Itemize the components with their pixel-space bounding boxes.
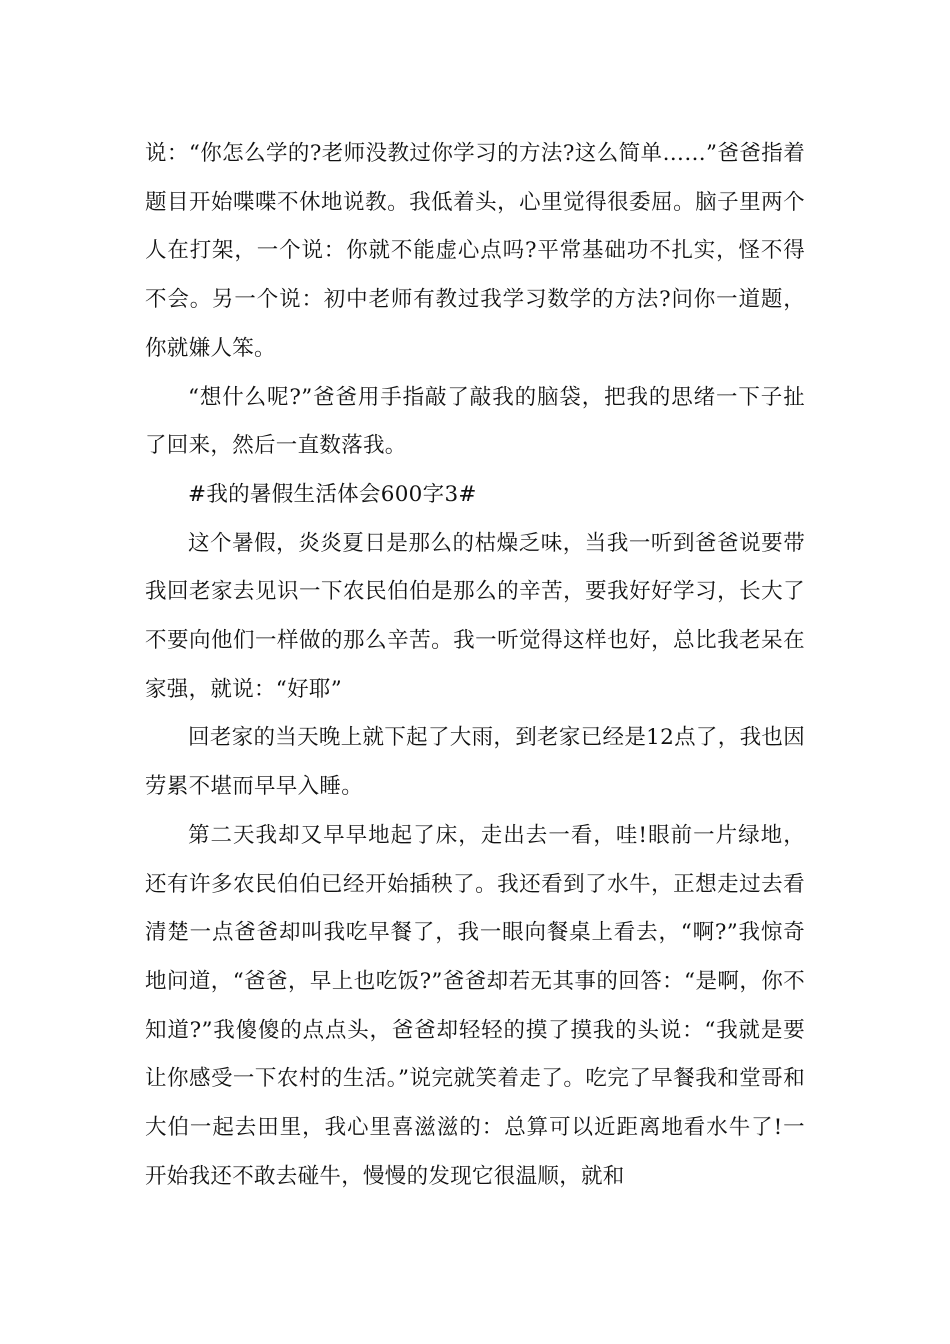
paragraph-2: “想什么呢?”爸爸用手指敲了敲我的脑袋，把我的思绪一下子扯了回来，然后一直数落我。 [145,384,805,459]
paragraph-5: 第二天我却又早早地起了床，走出去一看，哇!眼前一片绿地，还有许多农民伯伯已经开始插秧了。我还看到了水牛，正想走过去看清楚一点爸爸却叫我吃早餐了，我一眼向餐桌上看去，“啊?”我惊奇地问道，“爸爸，早上也吃饭?”爸爸却若无其事的回答：“是啊，你不知道?”我傻傻的点点头，爸爸却轻轻的摸了摸我的头说：“我就是要让你感受一下农村的生活。”说完就笑着走了。吃完了早餐我和堂哥和大伯一起去田里，我心里喜滋滋的：总算可以近距离地看水牛了!一开始我还不敢去碰牛，慢慢的发现它很温顺，就和 [145,822,805,1189]
document-body [145,130,805,1201]
paragraph-1: 说：“你怎么学的?老师没教过你学习的方法?这么简单……”爸爸指着题目开始喋喋不休地说教。我低着头，心里觉得很委屈。脑子里两个人在打架，一个说：你就不能虚心点吗?平常基础功不扎实，怪不得不会。另一个说：初中老师有教过我学习数学的方法?问你一道题，你就嫌人笨。 [145,141,805,361]
paragraph-4: 回老家的当天晚上就下起了大雨，到老家已经是12点了，我也因劳累不堪而早早入睡。 [145,725,805,800]
section-heading: #我的暑假生活体会600字3# [188,481,477,507]
paragraph-3: 这个暑假，炎炎夏日是那么的枯燥乏味，当我一听到爸爸说要带我回老家去见识一下农民伯伯是那么的辛苦，要我好好学习，长大了不要向他们一样做的那么辛苦。我一听觉得这样也好，总比我老呆在家强，就说：“好耶” [145,530,805,702]
